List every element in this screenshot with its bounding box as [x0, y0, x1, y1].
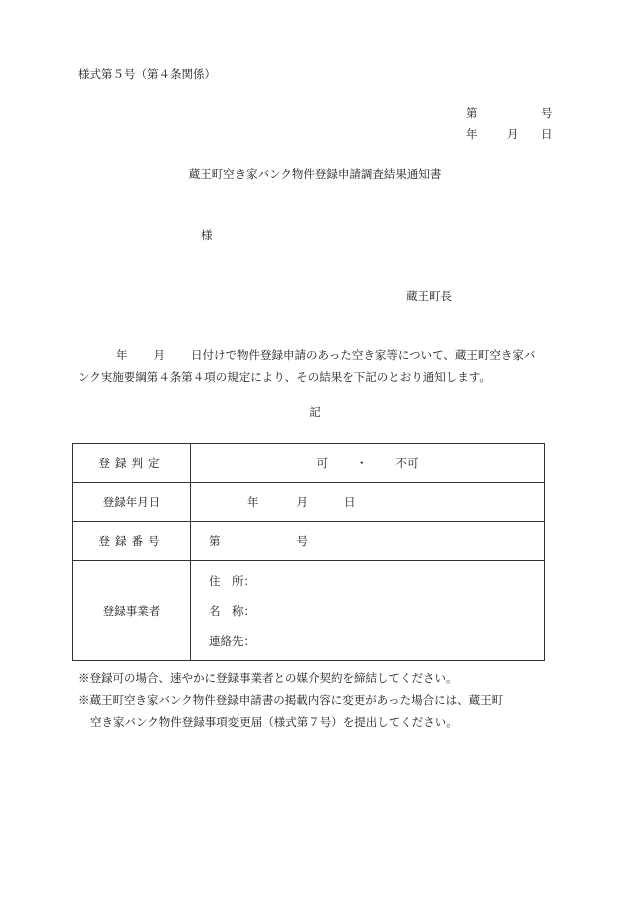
registration-date-label: 登録年月日	[73, 483, 191, 522]
judgement-separator: ・	[356, 456, 368, 470]
business-address-label: 住 所：	[209, 573, 255, 588]
note-1: ※登録可の場合、速やかに登録事業者との媒介契約を締結してください。	[78, 671, 458, 685]
registration-number-suffix: 号	[296, 534, 308, 548]
note-2-line-2: 空き家バンク物件登録事項変更届（様式第７号）を提出してください。	[90, 715, 458, 729]
table-row-registration-date	[73, 483, 545, 522]
table-row-business	[73, 561, 545, 661]
body-line1-rest: 日付けで物件登録申請のあった空き家等について、蔵王町空き家バ	[191, 348, 536, 362]
business-contact-label: 連絡先：	[209, 633, 255, 648]
issue-date-year: 年	[466, 127, 478, 141]
judgement-ok: 可	[316, 456, 328, 470]
judgement-ng: 不可	[395, 456, 419, 470]
registration-date-month: 月	[296, 495, 308, 509]
business-name-label: 名 称：	[209, 603, 255, 618]
form-number: 様式第５号（第４条関係）	[78, 67, 216, 81]
business-value	[191, 561, 545, 661]
issue-date-day: 日	[541, 127, 553, 141]
body-year: 年	[116, 348, 128, 362]
doc-number-prefix: 第	[466, 106, 478, 120]
registration-date-year: 年	[247, 495, 259, 509]
table-row-judgement	[73, 444, 545, 483]
notes	[78, 667, 503, 733]
registration-date-value	[191, 483, 545, 522]
body-line-2: ンク実施要綱第４条第４項の規定により、その結果を下記のとおり通知します。	[78, 370, 491, 384]
table-row-registration-number	[73, 522, 545, 561]
issuer-name: 蔵王町長	[406, 289, 452, 303]
judgement-label: 登録判定	[73, 444, 191, 483]
body-month: 月	[153, 348, 165, 362]
registration-number-value	[191, 522, 545, 561]
result-table	[72, 443, 545, 661]
addressee-suffix: 様	[201, 228, 213, 242]
registration-number-label: 登録番号	[73, 522, 191, 561]
body-line-1	[78, 344, 556, 366]
note-2-line-1: ※蔵王町空き家バンク物件登録申請書の掲載内容に変更があった場合には、蔵王町	[78, 693, 504, 707]
doc-number-suffix: 号	[541, 106, 553, 120]
document-title: 蔵王町空き家バンク物件登録申請調査結果通知書	[188, 167, 442, 181]
registration-date-day: 日	[344, 495, 356, 509]
ki-heading: 記	[309, 405, 321, 419]
body-paragraph	[78, 344, 556, 388]
business-label: 登録事業者	[73, 561, 191, 661]
issue-date-month: 月	[507, 127, 519, 141]
registration-number-prefix: 第	[209, 534, 221, 548]
judgement-value	[191, 444, 545, 483]
